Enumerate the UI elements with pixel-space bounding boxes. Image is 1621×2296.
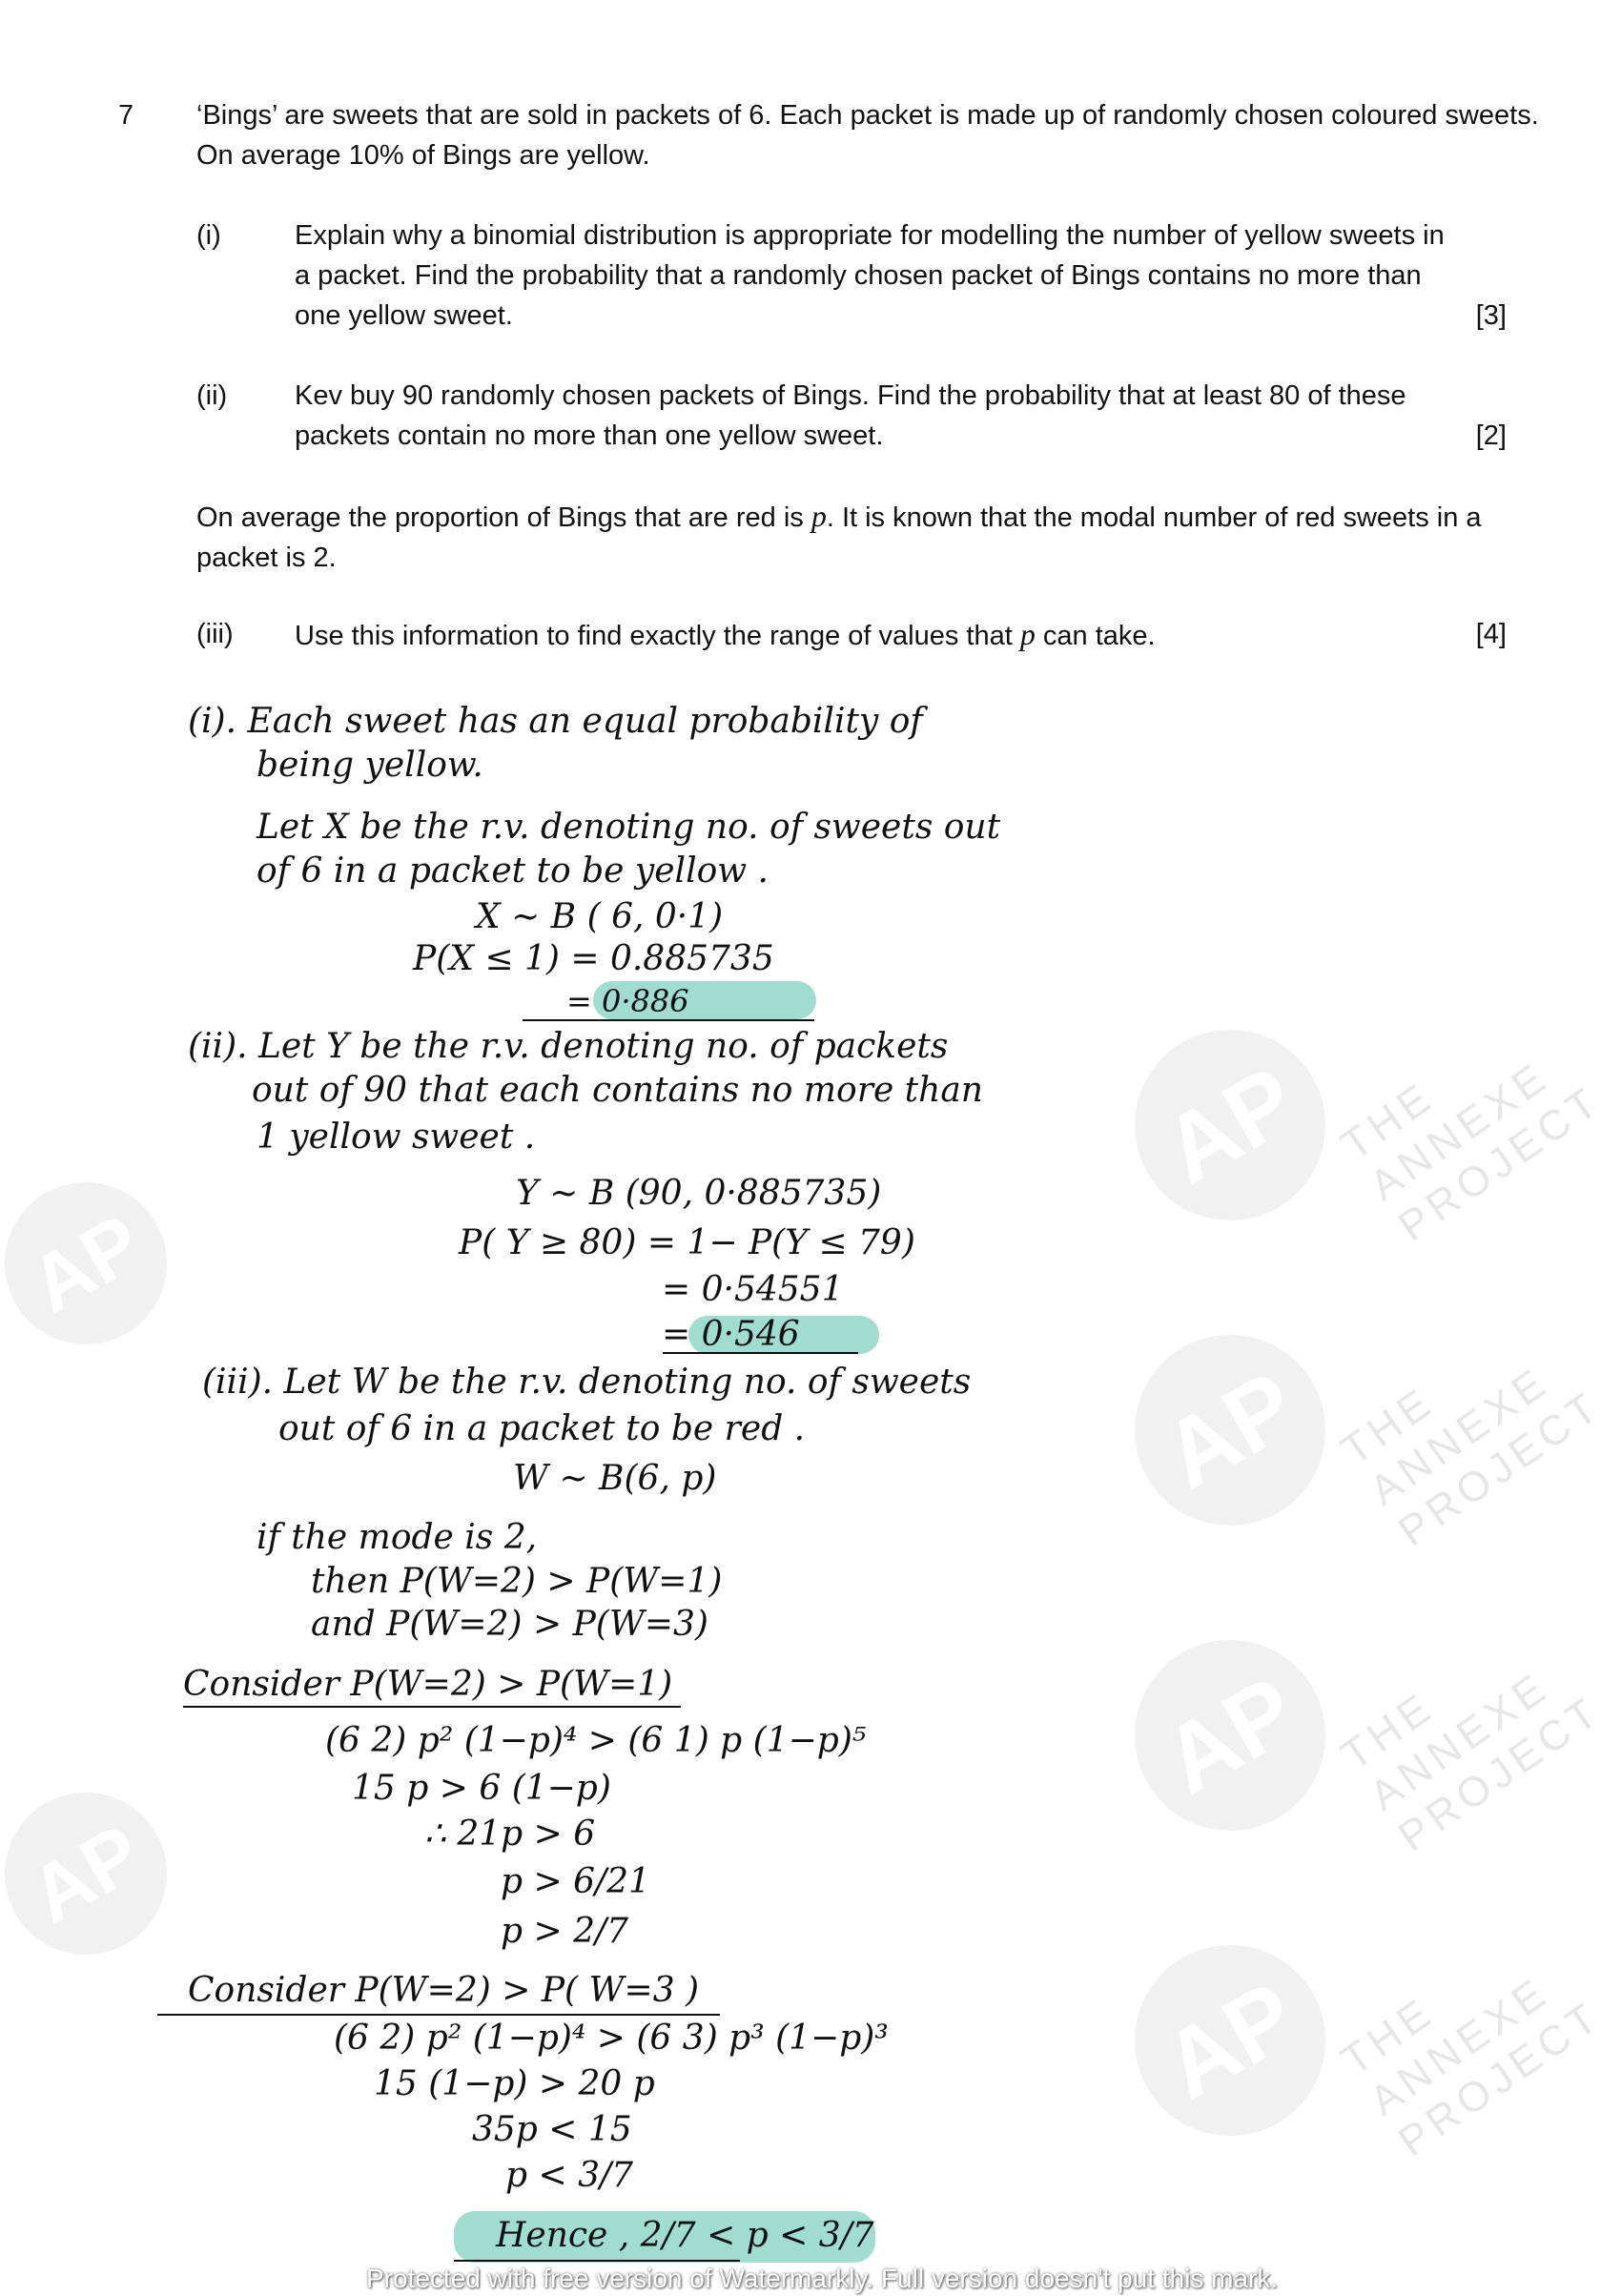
solution-line: (iii). Let W be the r.v. denoting no. of sweets [202,1363,972,1402]
solution-line: p > 6/21 [501,1862,650,1901]
marks: [4] [1475,619,1507,649]
part-label: (iii) [196,619,234,649]
watermark-logo: AP [1099,1605,1360,1865]
question-context [196,496,1550,578]
solution-line: (6 2) p² (1−p)⁴ > (6 3) p³ (1−p)³ [334,2019,889,2058]
solution-line: 15 (1−p) > 20 p [374,2064,655,2103]
solution-line: (i). Each sweet has an equal probability of [188,702,923,741]
solution-line: Let X be the r.v. denoting no. of sweets out [256,808,1001,847]
solution-line: being yellow. [256,746,483,785]
solution-line: 15 p > 6 (1−p) [352,1769,611,1808]
solution-line: if the mode is 2, [256,1518,538,1557]
part-label: (ii) [196,380,228,411]
context-text: . It is known that the modal number of red sweets in a packet is 2. [196,502,1482,573]
solution-line: out of 6 in a packet to be red . [278,1409,806,1448]
solution-line: W ~ B(6, p) [513,1459,717,1498]
variable-p: p [1019,617,1036,651]
watermark-logo: AP [0,1153,196,1374]
solution-line: = 0·54551 [662,1270,844,1309]
solution-line: Consider P(W=2) > P( W=3 ) [188,1971,700,2010]
answer-ii: = 0·546 [662,1315,800,1354]
part-label: (i) [196,220,221,251]
solution-line: Consider P(W=2) > P(W=1) [183,1665,673,1704]
watermark-text: THE ANNEXE PROJECT [1333,1053,1611,1251]
final-answer: Hence , 2/7 < p < 3/7 [496,2216,874,2255]
variable-p: p [810,499,827,533]
solution-line: (ii). Let Y be the r.v. denoting no. of packets [188,1027,949,1066]
underline [454,2260,740,2262]
marks: [2] [1475,420,1507,451]
marks: [3] [1475,300,1507,331]
watermark-text: THE ANNEXE PROJECT [1333,1968,1611,2166]
solution-line: out of 90 that each contains no more than [252,1071,983,1110]
watermark-footer: Protected with free version of Watermarkly. Full version doesn't put this mark. [366,2264,1279,2293]
watermark-logo: AP [1099,1910,1360,2170]
solution-line: P(X ≤ 1) = 0.885735 [413,939,774,978]
solution-line: 35p < 15 [472,2110,632,2149]
watermark-text: THE ANNEXE PROJECT [1333,1663,1611,1861]
underline [157,2014,720,2016]
solution-line: of 6 in a packet to be yellow . [256,851,769,891]
context-text: On average the proportion of Bings that are red is [196,502,811,533]
solution-line: then P(W=2) > P(W=1) [311,1562,723,1601]
part-text-a: Use this information to find exactly the range of values that [295,621,1020,651]
solution-line: 1 yellow sweet . [256,1117,536,1157]
answer-i: = 0·886 [566,983,689,1019]
solution-line: and P(W=2) > P(W=3) [311,1605,708,1644]
part-text: Kev buy 90 randomly chosen packets of Bings. Find the probability that at least 80 of these packets contain no more than one yellow sweet. [295,380,1406,451]
solution-line: P( Y ≥ 80) = 1− P(Y ≤ 79) [459,1223,915,1262]
part-text-b: can take. [1035,621,1156,651]
watermark-logo: AP [0,1763,196,1984]
watermark-text: THE ANNEXE PROJECT [1333,1358,1611,1556]
solution-line: p < 3/7 [505,2156,634,2195]
part-text [295,614,1458,656]
underline [183,1706,681,1708]
solution-line: X ~ B ( 6, 0·1) [476,897,724,936]
question-intro: ‘Bings’ are sweets that are sold in packets of 6. Each packet is made up of randomly chosen coloured sweets. On average 10% of Bings are yellow. [196,100,1539,171]
part-text: Explain why a binomial distribution is appropriate for modelling the number of yellow sweets in a packet. Find the probability that a randomly chosen packet of Bings contains no more than one yellow sweet. [295,220,1445,331]
question-number: 7 [118,100,134,131]
solution-line: p > 2/7 [501,1912,629,1951]
watermark-logo: AP [1099,1300,1360,1560]
watermark-logo: AP [1099,994,1360,1255]
solution-line: ∴ 21p > 6 [424,1814,596,1854]
solution-line: Y ~ B (90, 0·885735) [516,1174,882,1213]
solution-line: (6 2) p² (1−p)⁴ > (6 1) p (1−p)⁵ [325,1721,867,1760]
